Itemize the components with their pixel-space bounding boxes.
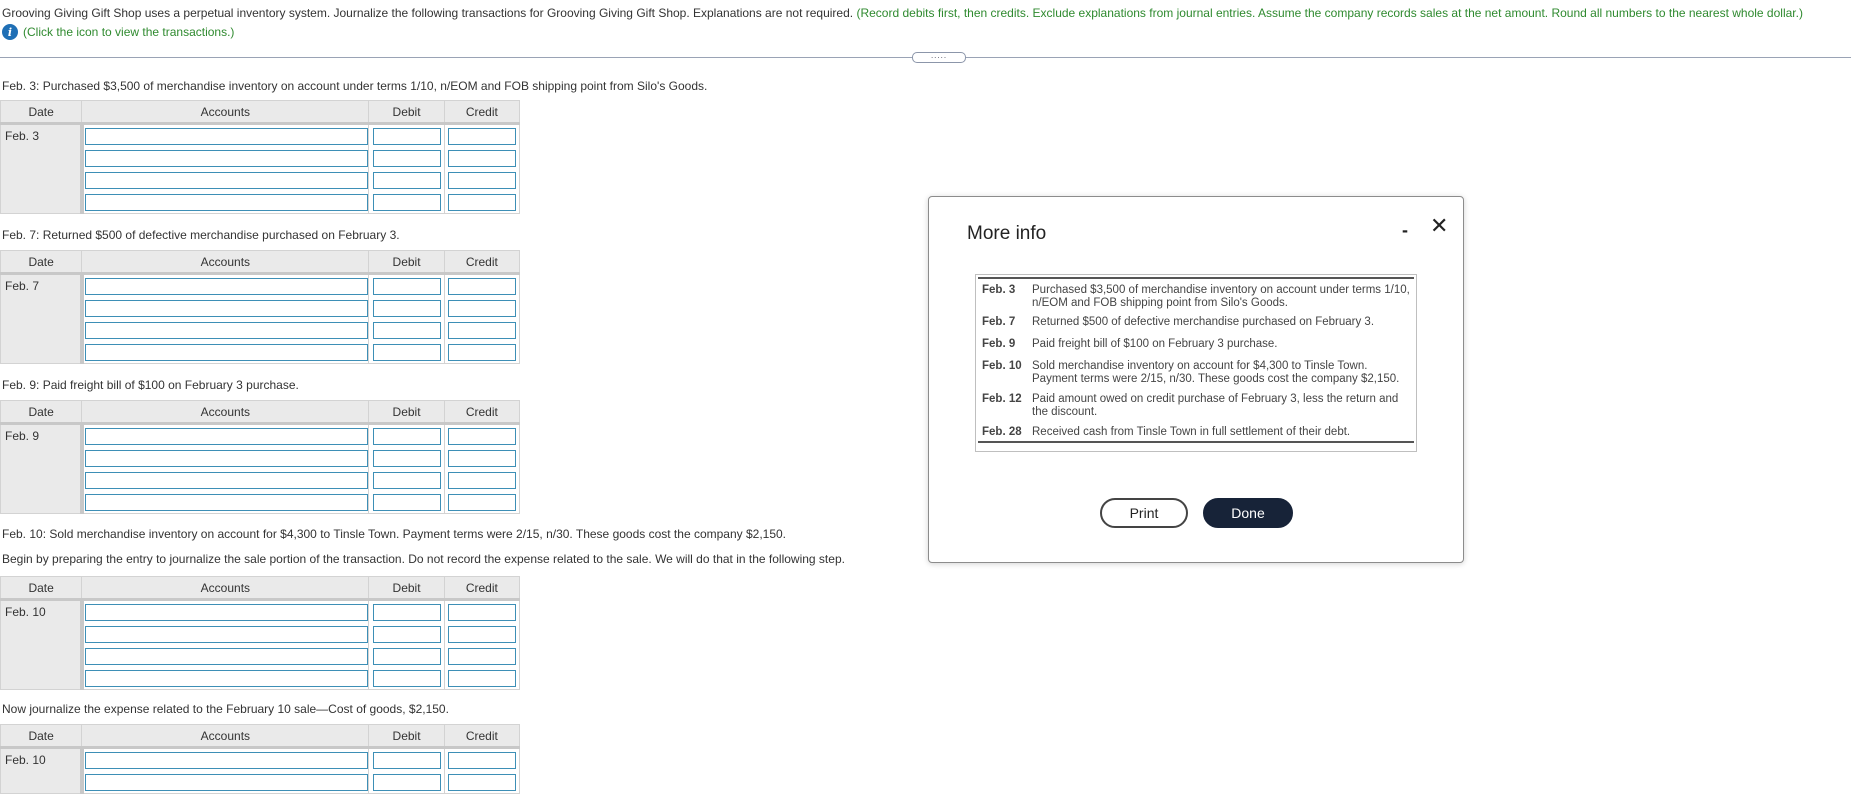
debit-input[interactable] [373,194,441,211]
header-credit: Credit [444,725,519,748]
debit-input[interactable] [373,322,441,339]
date-cell: Feb. 3 [1,124,82,214]
print-button[interactable]: Print [1100,498,1188,528]
header-accounts: Accounts [82,577,369,600]
header-date: Date [1,101,82,124]
transaction-row [982,360,1412,386]
transaction-row [982,316,1412,329]
header-accounts: Accounts [82,251,369,274]
debit-input[interactable] [373,428,441,445]
debit-input[interactable] [373,278,441,295]
section-label-feb10: Feb. 10: Sold merchandise inventory on account for $4,300 to Tinsle Town. Payment terms were 2/15, n/30. These goods cost the company $2,150. [2,527,787,541]
account-input[interactable] [85,774,368,791]
instructions-main: Grooving Giving Gift Shop uses a perpetual inventory system. Journalize the following transactions for Grooving Giving Gift Shop. Explanations are not required. [2,6,854,20]
journal-table-feb3 [0,100,520,214]
header-date: Date [1,577,82,600]
account-input[interactable] [85,194,368,211]
transaction-date: Feb. 7 [982,316,1016,328]
account-input[interactable] [85,626,368,643]
journal-table-feb7 [0,250,520,364]
journal-table-feb10-cogs [0,724,520,794]
section-label-feb10-step: Begin by preparing the entry to journalize the sale portion of the transaction. Do not record the expense related to the sale. We will do that in the following step. [2,552,845,566]
header-accounts: Accounts [82,101,369,124]
credit-input[interactable] [448,194,516,211]
transaction-date: Feb. 9 [982,338,1016,350]
credit-input[interactable] [448,626,516,643]
account-input[interactable] [85,752,368,769]
transaction-row [982,284,1412,310]
header-credit: Credit [444,577,519,600]
header-accounts: Accounts [82,401,369,424]
dialog-title: More info [967,223,1047,244]
credit-input[interactable] [448,472,516,489]
transaction-text: Purchased $3,500 of merchandise inventory on account under terms 1/10, n/EOM and FOB shipping point from Silo's Goods. [1032,284,1410,309]
credit-input[interactable] [448,648,516,665]
credit-input[interactable] [448,604,516,621]
transactions-list [978,277,1414,443]
credit-input[interactable] [448,670,516,687]
account-input[interactable] [85,604,368,621]
transaction-row [982,338,1412,351]
account-input[interactable] [85,648,368,665]
header-debit: Debit [369,101,444,124]
header-date: Date [1,401,82,424]
debit-input[interactable] [373,300,441,317]
close-icon[interactable]: ✕ [1430,213,1449,238]
header-accounts: Accounts [82,725,369,748]
credit-input[interactable] [448,172,516,189]
date-cell: Feb. 10 [1,600,82,690]
header-debit: Debit [369,725,444,748]
account-input[interactable] [85,150,368,167]
account-input[interactable] [85,172,368,189]
account-input[interactable] [85,300,368,317]
transaction-date: Feb. 3 [982,284,1016,296]
transaction-text: Returned $500 of defective merchandise purchased on February 3. [1032,316,1375,328]
account-input[interactable] [85,278,368,295]
date-cell: Feb. 7 [1,274,82,364]
credit-input[interactable] [448,450,516,467]
header-date: Date [1,251,82,274]
account-input[interactable] [85,670,368,687]
credit-input[interactable] [448,774,516,791]
done-button[interactable]: Done [1203,498,1293,528]
instructions-note: (Record debits first, then credits. Exclude explanations from journal entries. Assume the company records sales at the net amount. Round all numbers to the nearest whole dollar.) [856,6,1803,20]
header-debit: Debit [369,251,444,274]
credit-input[interactable] [448,300,516,317]
credit-input[interactable] [448,128,516,145]
transaction-date: Feb. 10 [982,360,1022,372]
resize-handle[interactable]: ..... [912,52,966,63]
debit-input[interactable] [373,172,441,189]
debit-input[interactable] [373,670,441,687]
credit-input[interactable] [448,150,516,167]
account-input[interactable] [85,494,368,511]
account-input[interactable] [85,428,368,445]
credit-input[interactable] [448,494,516,511]
header-credit: Credit [444,251,519,274]
transaction-text: Paid amount owed on credit purchase of February 3, less the return and the discount. [1032,393,1399,418]
debit-input[interactable] [373,626,441,643]
account-input[interactable] [85,450,368,467]
minimize-icon[interactable]: - [1402,220,1408,240]
transactions-box [975,274,1417,452]
header-debit: Debit [369,577,444,600]
journal-table-feb9 [0,400,520,514]
section-label-feb9: Feb. 9: Paid freight bill of $100 on February 3 purchase. [2,378,299,392]
transaction-text: Sold merchandise inventory on account for $4,300 to Tinsle Town. Payment terms were 2/15, n/30. These goods cost the company $2,150. [1032,360,1400,385]
debit-input[interactable] [373,344,441,361]
debit-input[interactable] [373,472,441,489]
debit-input[interactable] [373,752,441,769]
transaction-row [982,393,1412,419]
credit-input[interactable] [448,344,516,361]
credit-input[interactable] [448,322,516,339]
credit-input[interactable] [448,428,516,445]
account-input[interactable] [85,322,368,339]
transaction-date: Feb. 12 [982,393,1022,405]
header-debit: Debit [369,401,444,424]
debit-input[interactable] [373,450,441,467]
header-credit: Credit [444,401,519,424]
more-info-dialog [928,196,1464,563]
debit-input[interactable] [373,604,441,621]
transaction-date: Feb. 28 [982,426,1022,438]
debit-input[interactable] [373,128,441,145]
transaction-text: Received cash from Tinsle Town in full settlement of their debt. [1032,426,1351,438]
debit-input[interactable] [373,150,441,167]
account-input[interactable] [85,472,368,489]
date-cell: Feb. 9 [1,424,82,514]
journal-table-feb10-sale [0,576,520,690]
debit-input[interactable] [373,494,441,511]
transaction-text: Paid freight bill of $100 on February 3 purchase. [1032,338,1278,350]
transaction-row [982,426,1412,439]
date-cell: Feb. 10 [1,748,82,794]
info-line[interactable] [2,24,234,40]
credit-input[interactable] [448,278,516,295]
debit-input[interactable] [373,774,441,791]
account-input[interactable] [85,344,368,361]
section-label-feb7: Feb. 7: Returned $500 of defective merchandise purchased on February 3. [2,228,400,242]
header-date: Date [1,725,82,748]
credit-input[interactable] [448,752,516,769]
header-credit: Credit [444,101,519,124]
account-input[interactable] [85,128,368,145]
section-label-feb3: Feb. 3: Purchased $3,500 of merchandise inventory on account under terms 1/10, n/EOM and FOB shipping point from Silo's Goods. [2,79,708,93]
debit-input[interactable] [373,648,441,665]
info-icon[interactable]: i [2,24,18,40]
section-label-feb10-cogs: Now journalize the expense related to the February 10 sale—Cost of goods, $2,150. [2,702,449,716]
click-info-text[interactable]: (Click the icon to view the transactions.) [23,25,235,39]
instructions [2,6,1803,20]
